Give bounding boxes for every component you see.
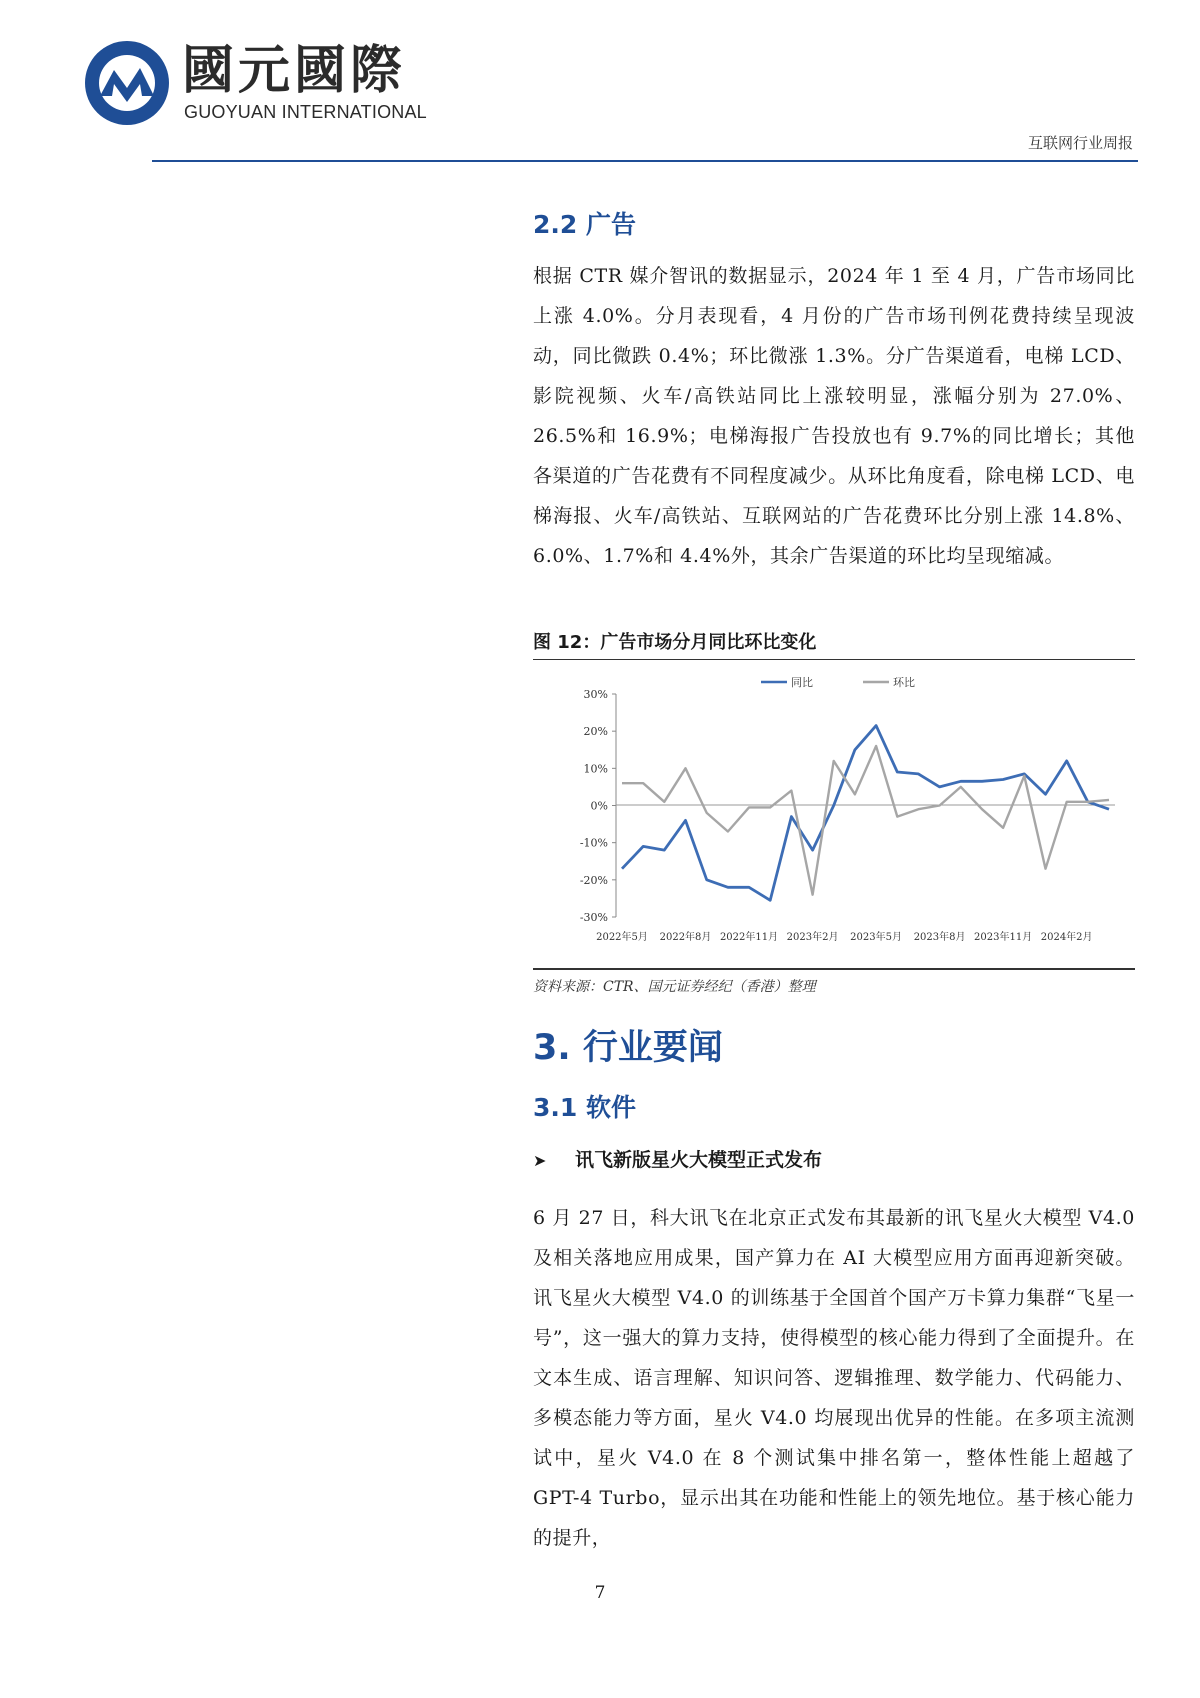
x-tick-label: 2024年2月 xyxy=(1040,932,1093,943)
figure-bottom-rule xyxy=(533,968,1135,970)
ad-market-line-chart xyxy=(533,668,1135,950)
header-divider xyxy=(152,160,1138,162)
section-3-1-title: 3.1 软件 xyxy=(533,1093,636,1122)
x-tick-label: 2023年11月 xyxy=(974,932,1033,943)
section-3-title: 3. 行业要闻 xyxy=(533,1028,723,1068)
y-tick-label: -20% xyxy=(579,873,608,887)
news-headline: 讯飞新版星火大模型正式发布 xyxy=(575,1149,823,1171)
report-type: 互联网行业周报 xyxy=(1027,134,1133,152)
logo-chinese-name: 國元國際 xyxy=(182,41,407,101)
figure-top-rule xyxy=(533,659,1135,660)
legend-label: 同比 xyxy=(791,676,813,689)
x-tick-label: 2023年5月 xyxy=(850,932,902,943)
news-bullet xyxy=(533,1145,1135,1172)
y-tick-label: -10% xyxy=(579,836,608,850)
news-paragraph: 6 月 27 日，科大讯飞在北京正式发布其最新的讯飞星火大模型 V4.0 及相关落地应用成果，国产算力在 AI 大模型应用方面再迎新突破。讯飞星火大模型 V4.0 的训练基于全国首个国产万卡算力集群“飞星一号”，这一强大的算力支持，使得模型的核心能力得到了全面提升。在文本生成、语言理解、知识问答、逻辑推理、数学能力、代码能力、多模态能力等方面，星火 V4.0 均展现出优异的性能。在多项主流测试中，星火 V4.0 在 8 个测试集中排名第一，整体性能上超越了 GPT-4 Turbo，显示出其在功能和性能上的领先地位。基于核心能力的提升， xyxy=(533,1207,1135,1549)
bullet-arrow-icon: ➤ xyxy=(533,1151,547,1170)
y-tick-label: 30% xyxy=(583,688,608,701)
y-tick-label: 20% xyxy=(583,725,608,739)
y-tick-label: -30% xyxy=(579,911,608,924)
x-tick-label: 2022年11月 xyxy=(719,932,779,943)
section-2-2-title: 2.2 广告 xyxy=(533,210,636,239)
section-2-2-paragraph: 根据 CTR 媒介智讯的数据显示，2024 年 1 至 4 月，广告市场同比上涨 4.0%。分月表现看，4 月份的广告市场刊例花费持续呈现波动，同比微跌 0.4%；环比微涨 1.3%。分广告渠道看，电梯 LCD、影院视频、火车/高铁站同比上涨较明显，涨幅分别为 27.0%、26.5%和 16.9%；电梯海报广告投放也有 9.7%的同比增长；其他各渠道的广告花费有不同程度减少。从环比角度看，除电梯 LCD、电梯海报、火车/高铁站、互联网站的广告花费环比分别上涨 14.8%、6.0%、1.7%和 4.4%外，其余广告渠道的环比均呈现缩减。 xyxy=(533,265,1135,567)
y-tick-label: 0% xyxy=(590,799,608,813)
figure-title: 图 12：广告市场分月同比环比变化 xyxy=(533,632,817,653)
legend-label: 环比 xyxy=(893,676,915,689)
y-tick-label: 10% xyxy=(583,762,608,776)
logo-english-name: GUOYUAN INTERNATIONAL xyxy=(184,102,427,122)
x-tick-label: 2022年8月 xyxy=(659,932,712,943)
figure-source: 资料来源：CTR、国元证券经纪（香港）整理 xyxy=(533,979,816,995)
guoyuan-logo-icon xyxy=(82,38,172,128)
x-tick-label: 2023年8月 xyxy=(913,932,966,943)
series-line-mom xyxy=(622,746,1109,895)
page-number: 7 xyxy=(594,1583,606,1603)
series-line-yoy xyxy=(622,726,1109,901)
x-tick-label: 2022年5月 xyxy=(596,932,648,943)
x-tick-label: 2023年2月 xyxy=(786,932,839,943)
company-logo xyxy=(82,38,462,128)
